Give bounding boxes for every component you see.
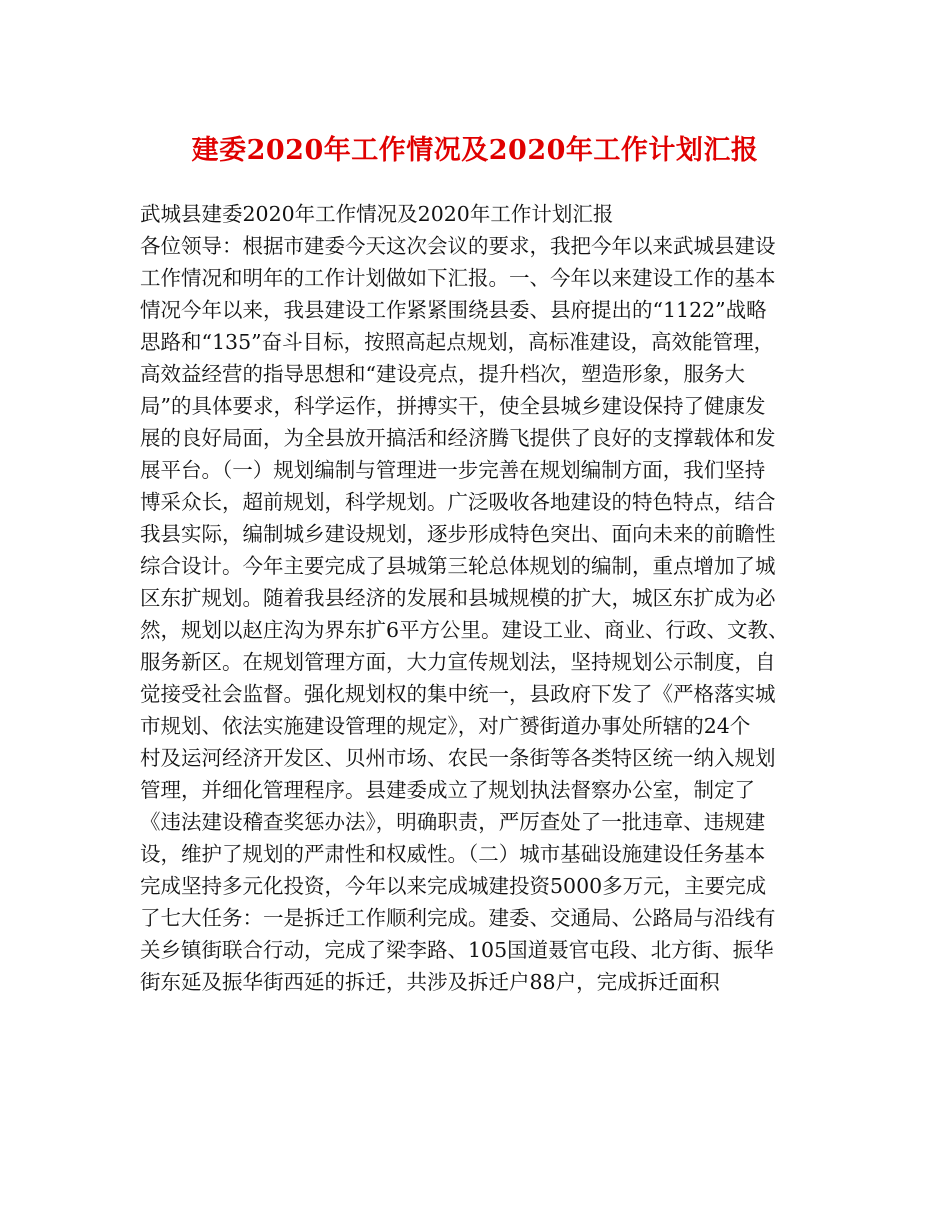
body-line: 村及运河经济开发区、贝州市场、农民一条街等各类特区统一纳入规划 bbox=[140, 746, 776, 770]
body-line: 《违法建设稽查奖惩办法》，明确职责，严厉查处了一批违章、违规建 bbox=[140, 810, 766, 834]
body-line: 我县实际，编制城乡建设规划，逐步形成特色突出、面向未来的前瞻性 bbox=[140, 522, 776, 546]
body-line: 街东延及振华街西延的拆迁，共涉及拆迁户88户，完成拆迁面积 bbox=[140, 970, 720, 994]
body-line: 然，规划以赵庄沟为界东扩6平方公里。建设工业、商业、行政、文教、 bbox=[140, 618, 789, 642]
body-line: 博采众长，超前规划，科学规划。广泛吸收各地建设的特色特点，结合 bbox=[140, 490, 776, 514]
body-line: 工作情况和明年的工作计划做如下汇报。一、今年以来建设工作的基本 bbox=[140, 266, 776, 290]
body-line: 管理，并细化管理程序。县建委成立了规划执法督察办公室，制定了 bbox=[140, 778, 755, 802]
body-line: 武城县建委2020年工作情况及2020年工作计划汇报 bbox=[140, 202, 614, 226]
body-line: 区东扩规划。随着我县经济的发展和县城规模的扩大，城区东扩成为必 bbox=[140, 586, 776, 610]
body-line: 市规划、依法实施建设管理的规定》，对广赟街道办事处所辖的24个 bbox=[140, 714, 751, 738]
body-line: 服务新区。在规划管理方面，大力宣传规划法，坚持规划公示制度，自 bbox=[140, 650, 776, 674]
body-line: 综合设计。今年主要完成了县城第三轮总体规划的编制，重点增加了城 bbox=[140, 554, 776, 578]
document-title: 建委2020年工作情况及2020年工作计划汇报 bbox=[191, 135, 759, 166]
body-line: 展的良好局面，为全县放开搞活和经济腾飞提供了良好的支撑载体和发 bbox=[140, 426, 776, 450]
body-line: 关乡镇街联合行动，完成了梁李路、105国道聂官屯段、北方街、振华 bbox=[140, 938, 774, 962]
body-line: 情况今年以来，我县建设工作紧紧围绕县委、县府提出的“1122”战略 bbox=[140, 298, 767, 322]
body-line: 完成坚持多元化投资，今年以来完成城建投资5000多万元，主要完成 bbox=[140, 874, 767, 898]
body-line: 展平台。（一）规划编制与管理进一步完善在规划编制方面，我们坚持 bbox=[140, 458, 766, 482]
document-body bbox=[140, 198, 820, 998]
body-line: 设，维护了规划的严肃性和权威性。（二）城市基础设施建设任务基本 bbox=[140, 842, 766, 866]
body-line: 各位领导：根据市建委今天这次会议的要求，我把今年以来武城县建设 bbox=[140, 234, 776, 258]
body-line: 了七大任务：一是拆迁工作顺利完成。建委、交通局、公路局与沿线有 bbox=[140, 906, 776, 930]
body-line: 觉接受社会监督。强化规划权的集中统一，县政府下发了《严格落实城 bbox=[140, 682, 776, 706]
body-line: 高效益经营的指导思想和“建设亮点，提升档次，塑造形象，服务大 bbox=[140, 362, 745, 386]
body-line: 局”的具体要求，科学运作，拼搏实干，使全县城乡建设保持了健康发 bbox=[140, 394, 766, 418]
body-line: 思路和“135”奋斗目标，按照高起点规划，高标准建设，高效能管理， bbox=[140, 330, 775, 354]
